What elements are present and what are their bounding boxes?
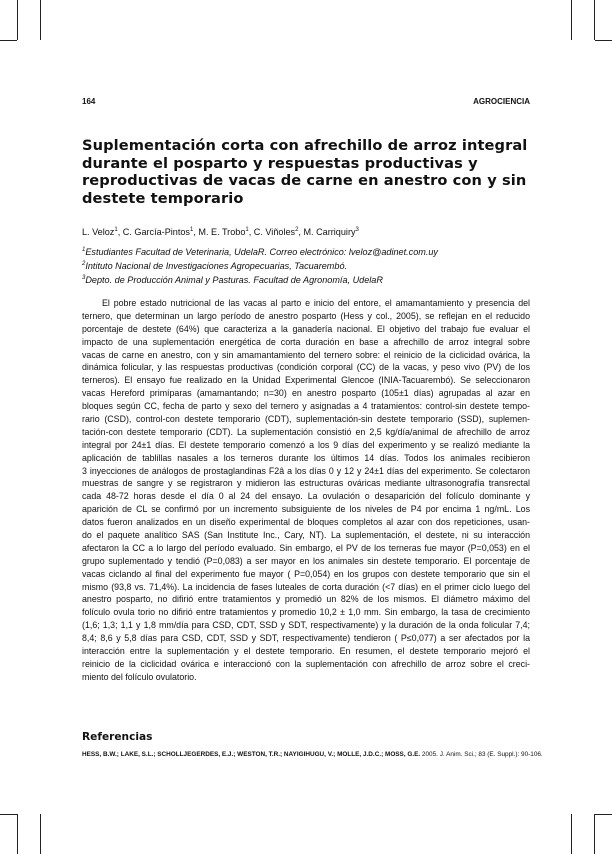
author-affiliation-mark: 1	[114, 226, 118, 233]
page-number: 164	[82, 97, 96, 106]
author-affiliation-mark: 2	[295, 226, 299, 233]
affiliation-text: Intituto Nacional de Investigaciones Agropecuarias, Tacuarembó.	[85, 261, 348, 271]
abstract-line: afectaron la CC a lo largo del período evaluado. Sin embargo, el PV de los terneras fue mayor (P=0,053) en el	[82, 542, 530, 553]
abstract-line: vacas ciclando al final del experimento fue mayor ( P=0,054) en los grupos con destete temporario que sin el	[82, 568, 530, 579]
journal-name: AGROCIENCIA	[473, 97, 530, 106]
abstract-body	[82, 297, 530, 684]
crop-mark	[40, 0, 41, 40]
affiliation-mark: 3	[82, 274, 86, 281]
abstract-line: tación-con destete temporario (CDT). La suplementación consistió en 2,5 kg/día/animal de afrechillo de arroz	[82, 426, 530, 437]
abstract-line: miento del folículo ovulatorio.	[82, 671, 197, 682]
crop-mark	[0, 40, 17, 41]
title-line: Suplementación corta con afrechillo de arroz integral	[82, 137, 528, 154]
abstract-line: impacto de una suplementación energética de corta duración en base a afrechillo de arroz integral sobre	[82, 336, 530, 347]
author-name: L. Veloz	[82, 227, 115, 237]
article-title	[82, 137, 528, 207]
abstract-line: datos fueron analizados en un diseño experimental de bloques completos al azar con dos repeticiones, usan-	[82, 517, 530, 528]
crop-mark	[40, 814, 41, 854]
abstract-line: interacción entre la suplementación y el destete temporario. En resumen, el destete temporario mejoró el	[82, 646, 530, 657]
abstract-line: integral por 24±1 días. El destete temporario comenzó a los 9 días del experimento y se realizó mediante la	[82, 439, 530, 450]
abstract-line: dinámica folicular, y las respuestas productivas (condición corporal (CC) de la vacas, y peso vivo (PV) de los	[82, 362, 530, 373]
author-name: , C. Viñoles	[248, 227, 296, 237]
author-name: , M. Carriquiry	[298, 227, 356, 237]
affiliation	[82, 261, 347, 271]
abstract-line: (1,6; 1,3; 1,1 y 1,8 mm/día para CSD, CDT, SSD y SDT, respectivamente) y la duración de la onda folicular 7,4;	[82, 620, 530, 631]
affiliation-text: Depto. de Producción Animal y Pasturas. Facultad de Agronomía, UdelaR	[85, 275, 383, 285]
crop-mark	[17, 0, 18, 40]
crop-mark	[594, 814, 595, 854]
references-heading: Referencias	[82, 731, 153, 743]
author-list	[82, 227, 359, 237]
crop-mark	[571, 0, 572, 40]
author-affiliation-mark: 3	[355, 226, 359, 233]
crop-mark	[595, 814, 612, 815]
abstract-line: vacas de carne en anestro, con y sin amamantamiento del ternero sobre: el reinicio de la ciclicidad ovárica, la	[82, 349, 530, 360]
abstract-line: do el paquete analítico SAS (San Institute Inc., Cary, NT). La suplementación, el destete, ni su interacción	[82, 530, 530, 541]
abstract-line: porcentaje de destete (64%) que caracteriza a la ganadería nacional. El objetivo del trabajo fue evaluar el	[82, 323, 530, 334]
crop-mark	[17, 814, 18, 854]
affiliation-mark: 1	[82, 246, 86, 253]
abstract-line: rario (CSD), control-con destete temporario (CDT), suplementación-sin destete temporario (SSD), suplemen-	[82, 414, 530, 425]
author-name: , C. García-Pintos	[117, 227, 190, 237]
crop-mark	[0, 814, 17, 815]
title-line: destete temporario	[82, 189, 244, 207]
abstract-line: 8,4; 8,6 y 5,8 días para CSD, CDT, SSD y SDT, respectivamente) tendieron ( P≤0,077) a ser afectados por la	[82, 633, 530, 644]
abstract-line: aplicación de tablillas nasales a los terneros durante los últimos 14 días. Todos los animales recibieron	[82, 452, 530, 463]
affiliation-text: Estudiantes Facultad de Veterinaria, UdelaR. Correo electrónico: lveloz@adinet.com.uy	[85, 247, 438, 257]
abstract-line: El pobre estado nutricional de las vacas al parto e inicio del entore, el amamantamiento y presencia del	[102, 298, 530, 308]
abstract-line: mismo (93,8 vs. 71,4%). La incidencia de fases luteales de corta duración (<7 días) en el primer ciclo luego del	[82, 581, 530, 592]
abstract-line: reinicio de la ciclicidad ovárica e interaccionó con la suplementación con afrechillo de arroz sobre el creci-	[82, 658, 530, 669]
abstract-line: grupo suplementado y tendió (P=0,083) a ser mayor en los animales sin destete temporario. El porcentaje de	[82, 555, 530, 566]
abstract-line: muestras de sangre y se registraron y midieron las estructuras ováricas mediante ultrasonografía transrectal	[82, 478, 530, 489]
author-affiliation-mark: 1	[245, 226, 249, 233]
affiliation	[82, 247, 438, 257]
affiliation	[82, 275, 383, 285]
abstract-line: bloques según CC, fecha de parto y sexo del ternero y asignadas a 4 tratamientos: control-sin destete tempo-	[82, 401, 530, 412]
reference-authors: HESS, B.W.; LAKE, S.L.; SCHOLLJEGERDES, E.J.; WESTON, T.R.; NAYIGIHUGU, V.; MOLLE, J.D.C.; MOSS, G.E.	[82, 751, 421, 758]
title-line: durante el posparto y respuestas productivas y	[82, 154, 478, 172]
crop-mark	[571, 814, 572, 854]
abstract-line: ternero, que determinan un largo período de anestro posparto (Hess y col., 2005), se reflejan en el reducido	[82, 310, 530, 321]
reference-citation: 2005. J. Anim. Sci.; 83 (E. Suppl.): 90-106.	[420, 751, 543, 758]
abstract-line: 3 inyecciones de análogos de prostaglandinas F2â a los días 0 y 12 y 24±1 días del experimento. Se colectaron	[82, 465, 530, 476]
author-name: , M. E. Trobo	[193, 227, 246, 237]
title-line: reproductivas de vacas de carne en anestro con y sin	[82, 172, 527, 190]
crop-mark	[594, 0, 595, 40]
abstract-line: folículo ovula torio no difirió entre tratamientos y promedio 10,2 ± 1,0 mm. Sin embargo, la tasa de crecimiento	[82, 607, 530, 618]
abstract-line: cada 48-72 horas desde el día 0 al 24 del ensayo. La ovulación o desaparición del folículo dominante y	[82, 491, 530, 502]
abstract-line: vacas Hereford primíparas (amamantando; n=30) en anestro posparto (105±1 días) agrupadas al azar en	[82, 388, 530, 399]
author-affiliation-mark: 1	[189, 226, 194, 233]
abstract-line: terneros). El ensayo fue realizado en la Unidad Experimental Glencoe (INIA-Tacuarembó). Se seleccionaron	[82, 375, 530, 386]
abstract-line: aparición de CL se confirmó por un incremento subsiguiente de los niveles de P4 por encima 1 ng/mL. Los	[82, 504, 530, 515]
reference-entry	[82, 751, 543, 758]
crop-mark	[595, 40, 612, 41]
affiliation-mark: 2	[82, 260, 86, 267]
abstract-line: anestro posparto, no difirió entre tratamientos y promedió un 82% de los mismos. El diámetro máximo del	[82, 594, 530, 605]
